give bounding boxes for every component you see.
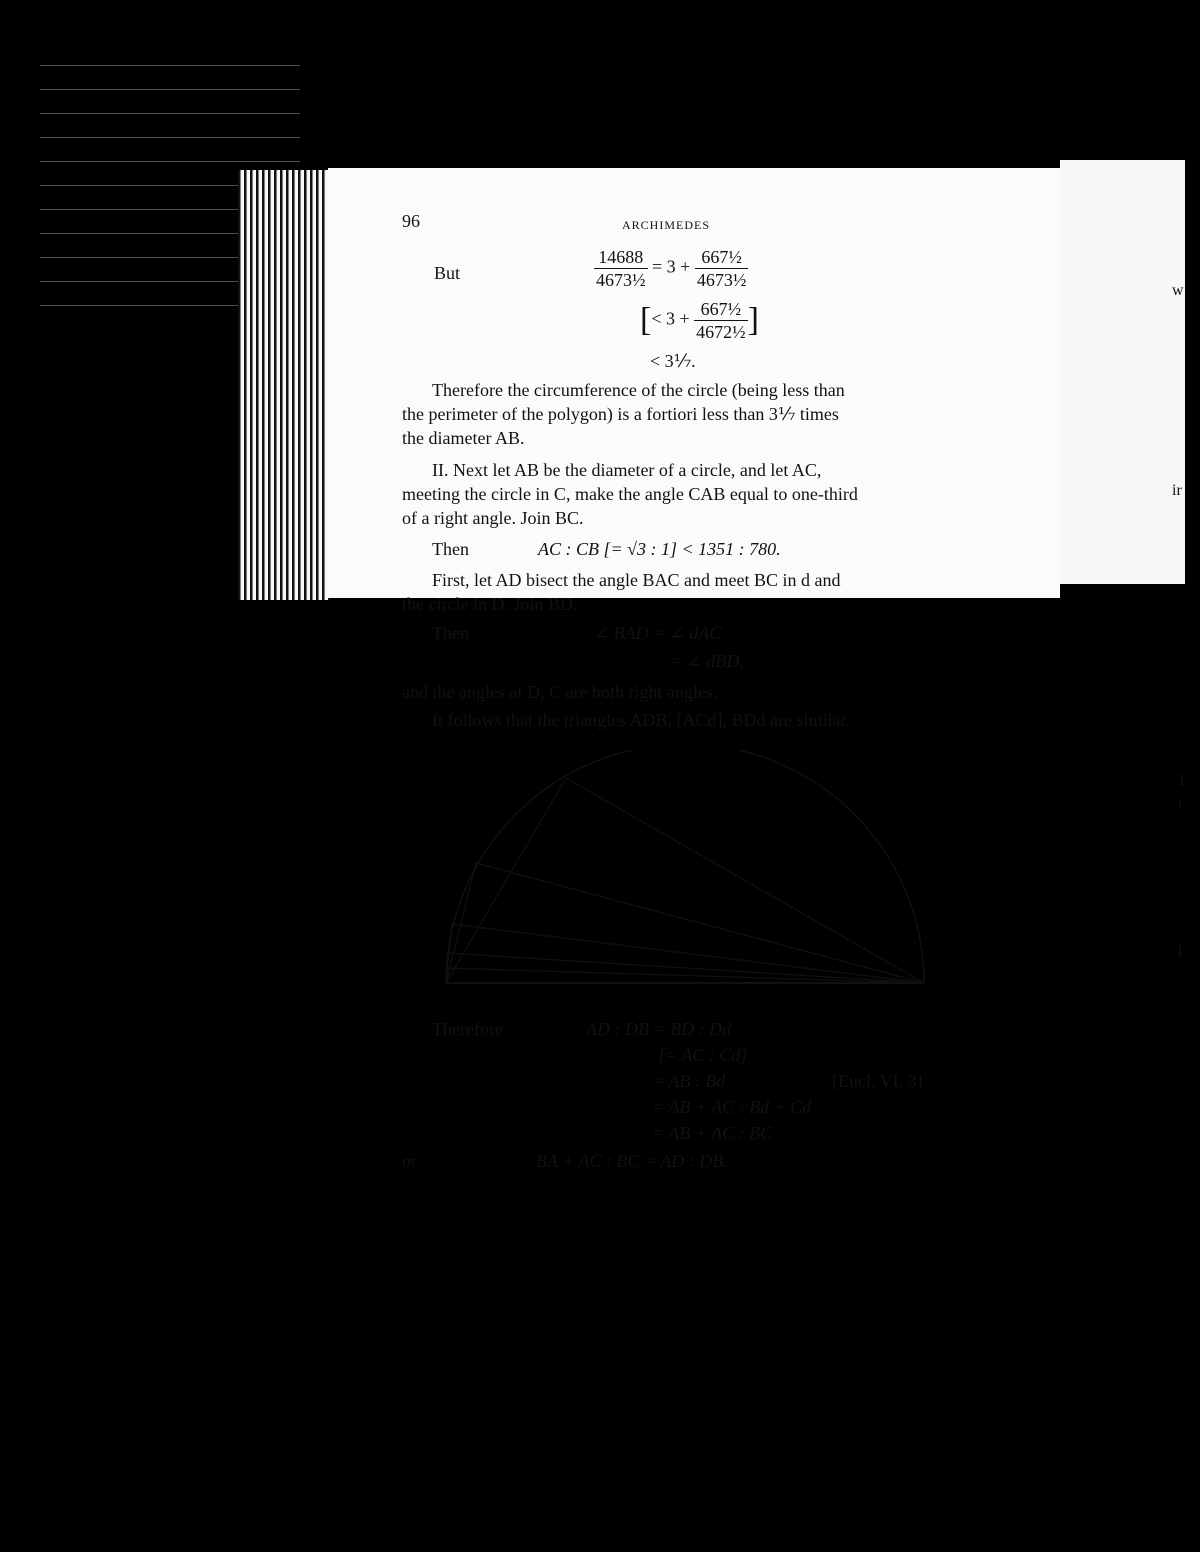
- label-A: A: [920, 989, 928, 1001]
- facing-page-fragment: [: [1178, 942, 1184, 959]
- paragraph-line: of a right angle. Join BC.: [402, 508, 584, 528]
- running-title: ARCHIMEDES: [622, 218, 711, 232]
- paragraph-line: the circle in D. Join BD.: [402, 594, 578, 614]
- line-AC: [566, 778, 924, 983]
- line-AD: [476, 863, 924, 983]
- label-C: C: [556, 763, 564, 775]
- proportion-line: = AB : Bd: [652, 1071, 726, 1091]
- paragraph-line: the diameter AB.: [402, 428, 525, 448]
- paragraph-line: II. Next let AB be the diameter of a circle, and let AC,: [432, 460, 822, 480]
- label-O: O: [681, 989, 690, 1001]
- paragraph-line: It follows that the triangles ADB, [ACd], BDd are similar.: [432, 710, 850, 730]
- label-G: G: [432, 963, 441, 975]
- angle-equation: = ∠ dBD,: [670, 651, 744, 671]
- fraction: $\frac{14688}{\text{4673½}}$: [596, 247, 646, 290]
- book-page-edges: [238, 170, 330, 600]
- label-E: E: [439, 915, 447, 927]
- page-number: 96: [402, 211, 420, 231]
- label-D: D: [466, 854, 474, 866]
- line-AF: [447, 953, 924, 983]
- proportion-line: [= AC : Cd]: [658, 1045, 748, 1065]
- fraction: $\frac{\text{667½}}{\text{4672½}}$: [696, 299, 746, 342]
- facing-page-fragment: 1: [1178, 772, 1186, 789]
- proportion-line: BA + AC : BC = AD : DB.: [536, 1151, 728, 1171]
- angle-equation: ∠ BAD = ∠ dAC: [594, 623, 722, 643]
- geometry-diagram: [430, 750, 950, 1005]
- proportion-line: = AB + AC : Bd + Cd: [652, 1097, 812, 1117]
- label-d: d: [522, 833, 529, 848]
- line-BD: [446, 863, 476, 983]
- therefore-label: Therefore: [432, 1019, 503, 1039]
- equation-line-2: [< 3 + $\frac{\text{667½}}{\text{4672½}}$ ]: [640, 299, 759, 342]
- then-label: Then: [432, 539, 469, 559]
- fraction: $\frac{\text{667½}}{\text{4673½}}$: [696, 247, 747, 290]
- proportion-line: AD : DB = BD : Dd: [586, 1019, 732, 1039]
- paragraph-line: First, let AD bisect the angle BAC and meet BC in d and: [432, 570, 841, 590]
- equation-line-1: $\frac{14688}{\text{4673½}}$ = 3 + $\frac{\text{667½}}{\text{4673½}}$: [596, 247, 747, 290]
- paragraph-line: meeting the circle in C, make the angle CAB equal to one-third: [402, 484, 858, 504]
- paragraph-line: Therefore the circumference of the circle (being less than: [432, 380, 845, 400]
- but-label: But: [434, 263, 461, 283]
- line-BC: [446, 778, 566, 983]
- facing-page-fragment: w: [1172, 282, 1184, 299]
- semicircle-arc: [446, 750, 924, 983]
- label-F: F: [434, 946, 441, 958]
- line-AE: [452, 924, 924, 983]
- ratio-equation: AC : CB [= √3 : 1] < 1351 : 780.: [538, 539, 781, 559]
- label-B: B: [432, 979, 440, 991]
- facing-page-fragment: i: [1178, 796, 1183, 813]
- line-AG: [446, 968, 924, 983]
- paragraph-line: and the angles at D, C are both right angles.: [402, 682, 718, 702]
- euclid-reference: [Eucl. VI. 3]: [832, 1071, 923, 1091]
- paragraph-line: the perimeter of the polygon) is a fortiori less than 3⅐ times: [402, 404, 839, 424]
- facing-page-fragment: ir: [1172, 482, 1182, 499]
- facing-page: [1060, 160, 1200, 584]
- scan-right-edge: [1185, 0, 1200, 1552]
- proportion-line: = AB + AC : BC: [652, 1123, 773, 1143]
- then-label: Then: [432, 623, 469, 643]
- or-label: or: [402, 1151, 417, 1171]
- equation-line-3: < 3⅐.: [650, 351, 696, 371]
